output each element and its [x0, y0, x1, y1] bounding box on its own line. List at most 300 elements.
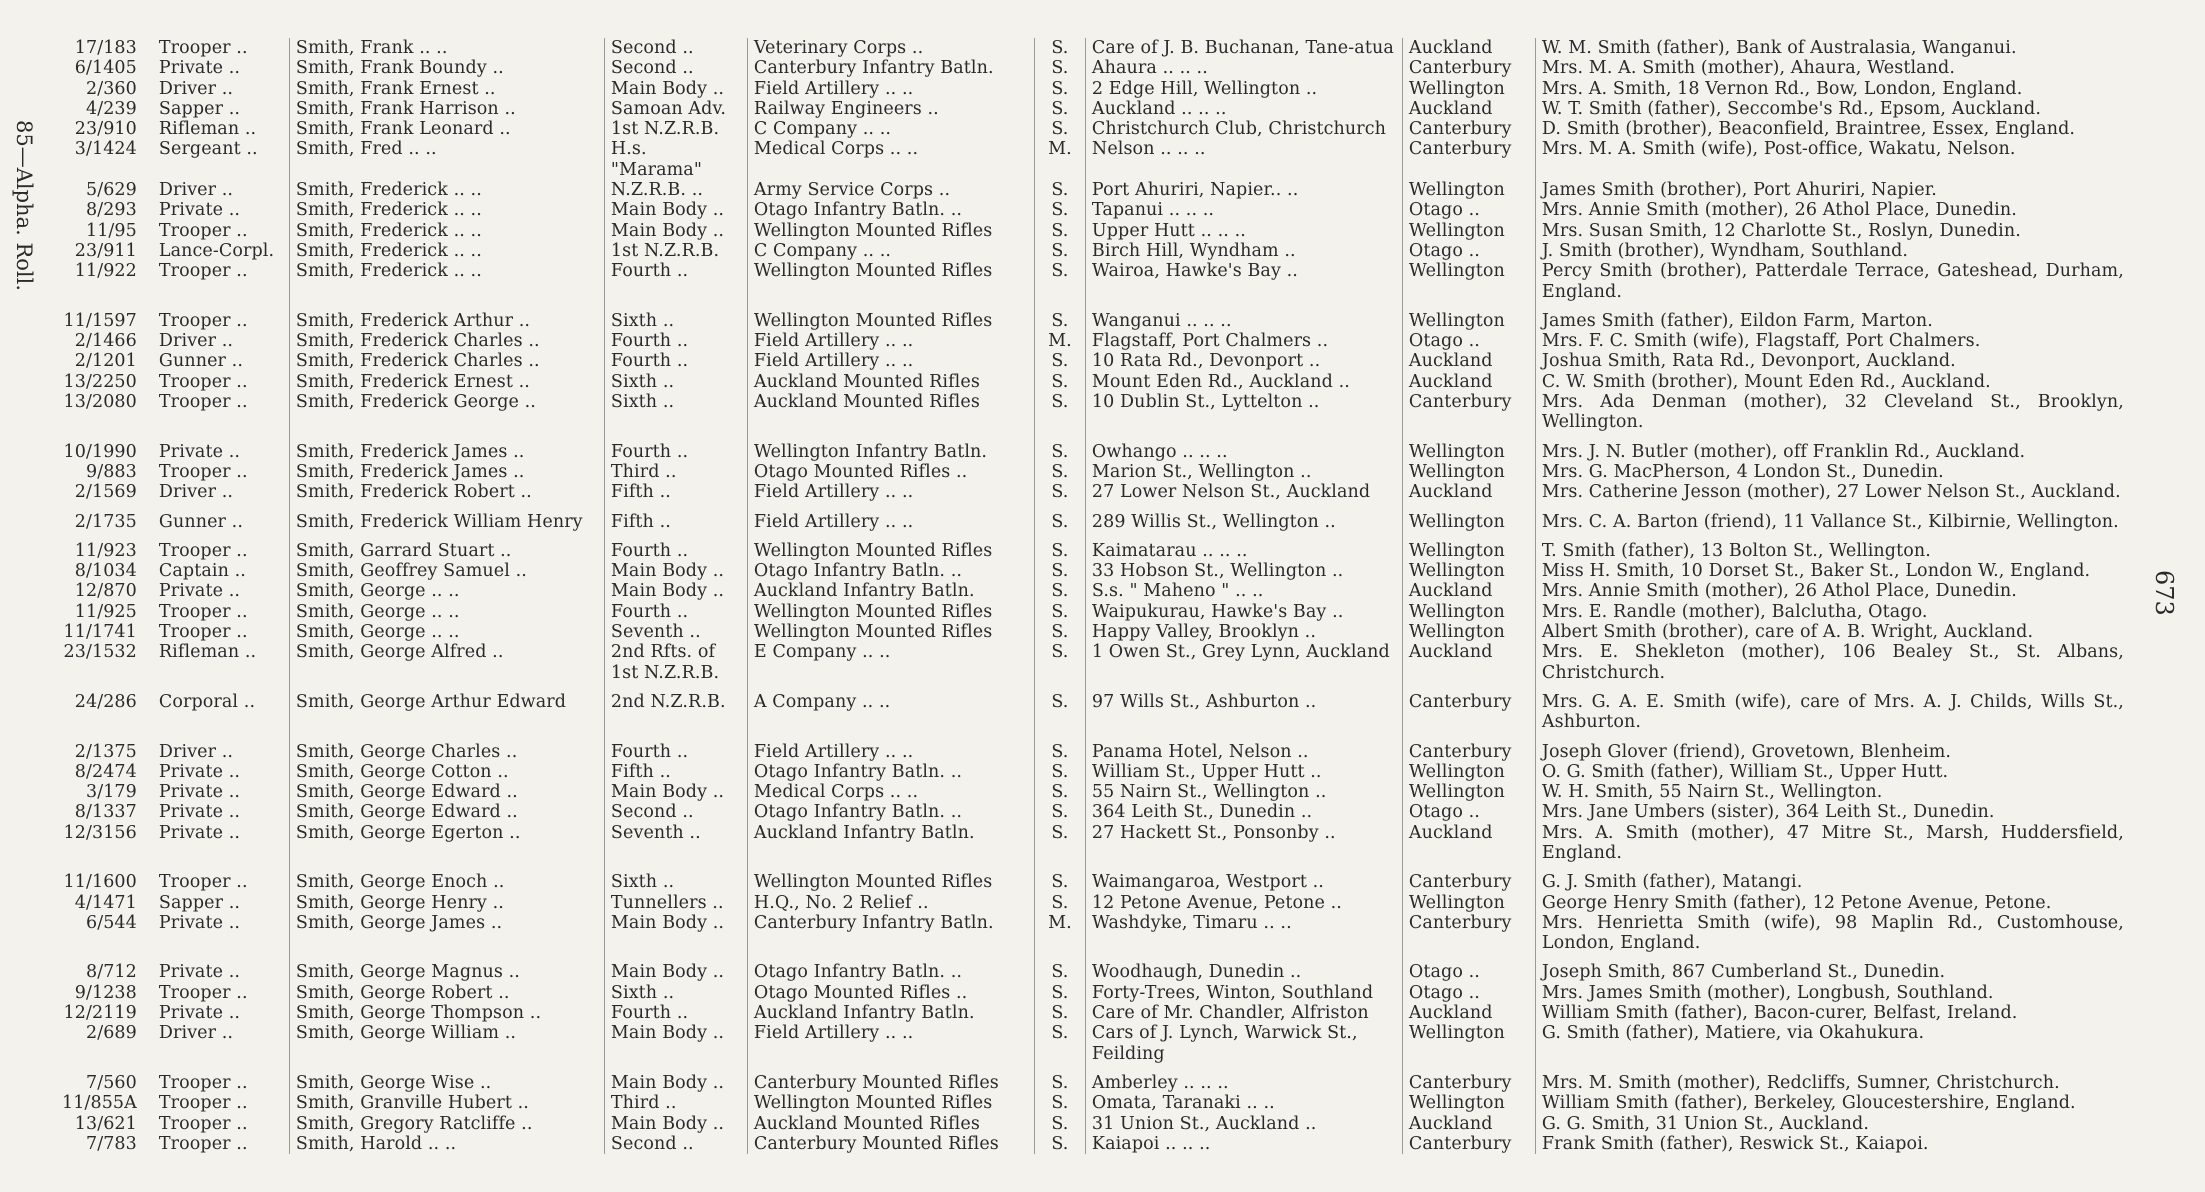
table-row: [56, 462, 2130, 482]
regimental-number-cell: 23/1532: [63, 642, 137, 663]
table-row: [56, 863, 2130, 892]
soldier-name-cell: Smith, Frederick .. ..: [289, 180, 604, 200]
table-row: [56, 351, 2130, 371]
last-address-cell: Wairoa, Hawke's Bay ..: [1085, 261, 1402, 302]
rank-cell: Trooper ..: [153, 532, 290, 561]
unit-cell: Auckland Mounted Rifles: [747, 1114, 1034, 1134]
draft-cell: Fifth ..: [604, 503, 747, 532]
last-address-cell: 289 Willis St., Wellington ..: [1085, 503, 1402, 532]
marital-status-cell: S.: [1034, 433, 1085, 462]
soldier-name-cell: Smith, Frederick Ernest ..: [289, 372, 604, 392]
marital-status-cell: S.: [1034, 863, 1085, 892]
soldier-name-cell: Smith, Frank Ernest ..: [289, 79, 604, 99]
draft-cell: Fourth ..: [604, 1003, 747, 1023]
table-row: [56, 581, 2130, 601]
district-cell: Auckland: [1402, 372, 1535, 392]
last-address-cell: Marion St., Wellington ..: [1085, 462, 1402, 482]
draft-cell: Main Body ..: [604, 561, 747, 581]
rank-cell: Captain ..: [153, 561, 290, 581]
next-of-kin-cell: Joseph Smith, 867 Cumberland St., Dunedin.: [1541, 962, 1946, 983]
district-cell: Canterbury: [1402, 58, 1535, 78]
regimental-number-cell: 7/783: [85, 1133, 137, 1154]
soldier-name-cell: Smith, Frederick Charles ..: [289, 331, 604, 351]
marital-status-cell: S.: [1034, 893, 1085, 913]
draft-cell: Main Body ..: [604, 1064, 747, 1093]
roll-side-label: 85—Alpha. Roll.: [12, 120, 36, 292]
soldier-name-cell: Smith, Frederick Robert ..: [289, 482, 604, 502]
unit-cell: Auckland Mounted Rifles: [747, 392, 1034, 433]
draft-cell: H.s. "Marama": [604, 139, 747, 180]
regimental-number-cell: 6/544: [85, 912, 137, 933]
rank-cell: Trooper ..: [153, 261, 290, 302]
draft-cell: 1st N.Z.R.B.: [604, 119, 747, 139]
table-row: [56, 1114, 2130, 1134]
district-cell: Wellington: [1402, 302, 1535, 331]
rank-cell: Trooper ..: [153, 372, 290, 392]
soldier-name-cell: Smith, George Charles ..: [289, 733, 604, 762]
draft-cell: Second ..: [604, 802, 747, 822]
table-row: [56, 392, 2130, 433]
unit-cell: C Company .. ..: [747, 241, 1034, 261]
district-cell: Auckland: [1402, 38, 1535, 58]
draft-cell: Tunnellers ..: [604, 893, 747, 913]
regimental-number-cell: 3/1424: [74, 139, 137, 160]
next-of-kin-cell: C. W. Smith (brother), Mount Eden Rd., Auckland.: [1541, 371, 1991, 392]
regimental-number-cell: 23/911: [74, 240, 137, 261]
district-cell: Otago ..: [1402, 953, 1535, 982]
last-address-cell: 33 Hobson St., Wellington ..: [1085, 561, 1402, 581]
marital-status-cell: S.: [1034, 983, 1085, 1003]
unit-cell: Field Artillery .. ..: [747, 79, 1034, 99]
page-number: 673: [2150, 570, 2178, 616]
last-address-cell: Flagstaff, Port Chalmers ..: [1085, 331, 1402, 351]
table-row: [56, 1134, 2130, 1154]
soldier-name-cell: Smith, George Wise ..: [289, 1064, 604, 1093]
draft-cell: Fifth ..: [604, 762, 747, 782]
last-address-cell: Amberley .. .. ..: [1085, 1064, 1402, 1093]
district-cell: Wellington: [1402, 893, 1535, 913]
unit-cell: C Company .. ..: [747, 119, 1034, 139]
soldier-name-cell: Smith, George Magnus ..: [289, 953, 604, 982]
next-of-kin-cell: Miss H. Smith, 10 Dorset St., Baker St., London W., England.: [1541, 561, 2091, 582]
draft-cell: Fourth ..: [604, 602, 747, 622]
last-address-cell: Panama Hotel, Nelson ..: [1085, 733, 1402, 762]
district-cell: Auckland: [1402, 482, 1535, 502]
unit-cell: Otago Infantry Batln. ..: [747, 200, 1034, 220]
regimental-number-cell: 12/870: [74, 581, 137, 602]
draft-cell: N.Z.R.B. ..: [604, 180, 747, 200]
soldier-name-cell: Smith, Frederick .. ..: [289, 241, 604, 261]
regimental-number-cell: 4/1471: [74, 892, 137, 913]
regimental-number-cell: 3/179: [85, 782, 137, 803]
draft-cell: Samoan Adv.: [604, 99, 747, 119]
district-cell: Wellington: [1402, 433, 1535, 462]
district-cell: Canterbury: [1402, 1134, 1535, 1154]
rank-cell: Trooper ..: [153, 1134, 290, 1154]
soldier-name-cell: Smith, George Henry ..: [289, 893, 604, 913]
last-address-cell: 12 Petone Avenue, Petone ..: [1085, 893, 1402, 913]
district-cell: Canterbury: [1402, 683, 1535, 733]
regimental-number-cell: 5/629: [85, 180, 137, 201]
table-row: [56, 139, 2130, 180]
rank-cell: Rifleman ..: [153, 642, 290, 683]
regimental-number-cell: 8/2474: [74, 761, 137, 782]
rank-cell: Private ..: [153, 823, 290, 864]
next-of-kin-cell: Joshua Smith, Rata Rd., Devonport, Auckland.: [1541, 351, 1956, 372]
marital-status-cell: M.: [1034, 913, 1085, 954]
regimental-number-cell: 9/1238: [74, 982, 137, 1003]
unit-cell: Auckland Infantry Batln.: [747, 1003, 1034, 1023]
table-row: [56, 802, 2130, 822]
district-cell: Auckland: [1402, 1003, 1535, 1023]
marital-status-cell: S.: [1034, 200, 1085, 220]
unit-cell: E Company .. ..: [747, 642, 1034, 683]
table-row: [56, 983, 2130, 1003]
marital-status-cell: S.: [1034, 392, 1085, 433]
district-cell: Otago ..: [1402, 802, 1535, 822]
rank-cell: Private ..: [153, 782, 290, 802]
rank-cell: Trooper ..: [153, 302, 290, 331]
unit-cell: Otago Infantry Batln. ..: [747, 953, 1034, 982]
district-cell: Wellington: [1402, 782, 1535, 802]
next-of-kin-cell: Mrs. Jane Umbers (sister), 364 Leith St., Dunedin.: [1541, 802, 1995, 823]
table-row: [56, 782, 2130, 802]
unit-cell: Railway Engineers ..: [747, 99, 1034, 119]
draft-cell: Sixth ..: [604, 372, 747, 392]
next-of-kin-cell: J. Smith (brother), Wyndham, Southland.: [1541, 240, 1909, 261]
table-row: [56, 119, 2130, 139]
marital-status-cell: S.: [1034, 58, 1085, 78]
district-cell: Otago ..: [1402, 200, 1535, 220]
district-cell: Otago ..: [1402, 983, 1535, 1003]
regimental-number-cell: 12/2119: [63, 1003, 137, 1024]
unit-cell: Veterinary Corps ..: [747, 38, 1034, 58]
unit-cell: Field Artillery .. ..: [747, 733, 1034, 762]
draft-cell: Fifth ..: [604, 482, 747, 502]
next-of-kin-cell: T. Smith (father), 13 Bolton St., Wellington.: [1541, 540, 1931, 561]
unit-cell: Wellington Mounted Rifles: [747, 602, 1034, 622]
last-address-cell: 97 Wills St., Ashburton ..: [1085, 683, 1402, 733]
marital-status-cell: M.: [1034, 331, 1085, 351]
soldier-name-cell: Smith, George James ..: [289, 913, 604, 954]
last-address-cell: 10 Rata Rd., Devonport ..: [1085, 351, 1402, 371]
draft-cell: Main Body ..: [604, 79, 747, 99]
regimental-number-cell: 11/1600: [63, 872, 137, 893]
marital-status-cell: S.: [1034, 532, 1085, 561]
soldier-name-cell: Smith, Frederick James ..: [289, 433, 604, 462]
regimental-number-cell: 8/712: [85, 962, 137, 983]
unit-cell: Auckland Infantry Batln.: [747, 823, 1034, 864]
marital-status-cell: S.: [1034, 1064, 1085, 1093]
rank-cell: Gunner ..: [153, 503, 290, 532]
table-row: [56, 99, 2130, 119]
table-row: [56, 58, 2130, 78]
soldier-name-cell: Smith, George Robert ..: [289, 983, 604, 1003]
soldier-name-cell: Smith, George Edward ..: [289, 802, 604, 822]
draft-cell: Third ..: [604, 1093, 747, 1113]
rank-cell: Sergeant ..: [153, 139, 290, 180]
marital-status-cell: S.: [1034, 79, 1085, 99]
rank-cell: Driver ..: [153, 1023, 290, 1064]
regimental-number-cell: 2/1735: [74, 511, 137, 532]
draft-cell: Sixth ..: [604, 392, 747, 433]
draft-cell: Sixth ..: [604, 983, 747, 1003]
draft-cell: Seventh ..: [604, 823, 747, 864]
next-of-kin-cell: Mrs. M. A. Smith (mother), Ahaura, Westland.: [1541, 58, 1956, 79]
draft-cell: Second ..: [604, 38, 747, 58]
rank-cell: Trooper ..: [153, 983, 290, 1003]
marital-status-cell: S.: [1034, 180, 1085, 200]
next-of-kin-cell: Mrs. E. Shekleton (mother), 106 Bealey St., St. Albans, Christchurch.: [1541, 642, 2124, 683]
next-of-kin-cell: G. Smith (father), Matiere, via Okahukura.: [1541, 1023, 1925, 1044]
district-cell: Otago ..: [1402, 331, 1535, 351]
district-cell: Wellington: [1402, 1023, 1535, 1064]
rank-cell: Private ..: [153, 433, 290, 462]
marital-status-cell: S.: [1034, 602, 1085, 622]
regimental-number-cell: 11/1741: [63, 622, 137, 643]
unit-cell: Otago Mounted Rifles ..: [747, 983, 1034, 1003]
table-row: [56, 1023, 2130, 1064]
marital-status-cell: S.: [1034, 503, 1085, 532]
rank-cell: Private ..: [153, 200, 290, 220]
last-address-cell: Waipukurau, Hawke's Bay ..: [1085, 602, 1402, 622]
rank-cell: Driver ..: [153, 733, 290, 762]
unit-cell: Auckland Infantry Batln.: [747, 581, 1034, 601]
last-address-cell: Kaiapoi .. .. ..: [1085, 1134, 1402, 1154]
marital-status-cell: S.: [1034, 221, 1085, 241]
next-of-kin-cell: Joseph Glover (friend), Grovetown, Blenheim.: [1541, 741, 1952, 762]
table-row: [56, 372, 2130, 392]
table-row: [56, 733, 2130, 762]
unit-cell: Otago Infantry Batln. ..: [747, 802, 1034, 822]
next-of-kin-cell: Frank Smith (father), Reswick St., Kaiapoi.: [1541, 1133, 1929, 1154]
last-address-cell: Auckland .. .. ..: [1085, 99, 1402, 119]
next-of-kin-cell: Mrs. F. C. Smith (wife), Flagstaff, Port Chalmers.: [1541, 331, 1981, 352]
next-of-kin-cell: Mrs. A. Smith, 18 Vernon Rd., Bow, London, England.: [1541, 78, 2023, 99]
rank-cell: Trooper ..: [153, 38, 290, 58]
unit-cell: Otago Infantry Batln. ..: [747, 561, 1034, 581]
table-row: [56, 532, 2130, 561]
unit-cell: Medical Corps .. ..: [747, 782, 1034, 802]
last-address-cell: Kaimatarau .. .. ..: [1085, 532, 1402, 561]
regimental-number-cell: 4/239: [85, 98, 137, 119]
next-of-kin-cell: Mrs. M. Smith (mother), Redcliffs, Sumner, Christchurch.: [1541, 1072, 2060, 1093]
next-of-kin-cell: G. G. Smith, 31 Union St., Auckland.: [1541, 1113, 1869, 1134]
rank-cell: Trooper ..: [153, 622, 290, 642]
table-row: [56, 642, 2130, 683]
soldier-name-cell: Smith, Frederick .. ..: [289, 221, 604, 241]
marital-status-cell: S.: [1034, 802, 1085, 822]
draft-cell: Main Body ..: [604, 913, 747, 954]
draft-cell: Fourth ..: [604, 351, 747, 371]
unit-cell: Otago Mounted Rifles ..: [747, 462, 1034, 482]
rank-cell: Trooper ..: [153, 392, 290, 433]
unit-cell: Medical Corps .. ..: [747, 139, 1034, 180]
last-address-cell: Port Ahuriri, Napier.. ..: [1085, 180, 1402, 200]
rank-cell: Private ..: [153, 581, 290, 601]
draft-cell: Third ..: [604, 462, 747, 482]
soldier-name-cell: Smith, Frederick Charles ..: [289, 351, 604, 371]
table-row: [56, 823, 2130, 864]
draft-cell: Main Body ..: [604, 221, 747, 241]
draft-cell: 2nd Rfts. of 1st N.Z.R.B.: [604, 642, 747, 683]
district-cell: Canterbury: [1402, 863, 1535, 892]
nominal-roll-table: [56, 38, 2130, 1154]
regimental-number-cell: 9/883: [85, 461, 137, 482]
unit-cell: Wellington Mounted Rifles: [747, 532, 1034, 561]
draft-cell: Main Body ..: [604, 1114, 747, 1134]
soldier-name-cell: Smith, George William ..: [289, 1023, 604, 1064]
district-cell: Wellington: [1402, 503, 1535, 532]
marital-status-cell: S.: [1034, 953, 1085, 982]
marital-status-cell: S.: [1034, 261, 1085, 302]
unit-cell: Wellington Mounted Rifles: [747, 1093, 1034, 1113]
last-address-cell: Waimangaroa, Westport ..: [1085, 863, 1402, 892]
regimental-number-cell: 2/1569: [74, 482, 137, 503]
last-address-cell: 31 Union St., Auckland ..: [1085, 1114, 1402, 1134]
last-address-cell: 364 Leith St., Dunedin ..: [1085, 802, 1402, 822]
draft-cell: Main Body ..: [604, 953, 747, 982]
table-row: [56, 622, 2130, 642]
rank-cell: Driver ..: [153, 180, 290, 200]
draft-cell: Second ..: [604, 58, 747, 78]
district-cell: Auckland: [1402, 823, 1535, 864]
next-of-kin-cell: Mrs. Susan Smith, 12 Charlotte St., Roslyn, Dunedin.: [1541, 220, 2021, 241]
marital-status-cell: S.: [1034, 733, 1085, 762]
district-cell: Auckland: [1402, 1114, 1535, 1134]
rank-cell: Lance-Corpl.: [153, 241, 290, 261]
rank-cell: Corporal ..: [153, 683, 290, 733]
last-address-cell: Care of J. B. Buchanan, Tane-atua: [1085, 38, 1402, 58]
next-of-kin-cell: Mrs. Annie Smith (mother), 26 Athol Place, Dunedin.: [1541, 581, 2017, 602]
last-address-cell: Upper Hutt .. .. ..: [1085, 221, 1402, 241]
marital-status-cell: S.: [1034, 1114, 1085, 1134]
next-of-kin-cell: Mrs. Catherine Jesson (mother), 27 Lower Nelson St., Auckland.: [1541, 482, 2121, 503]
rank-cell: Private ..: [153, 58, 290, 78]
regimental-number-cell: 6/1405: [74, 58, 137, 79]
draft-cell: Sixth ..: [604, 863, 747, 892]
unit-cell: Wellington Mounted Rifles: [747, 302, 1034, 331]
table-row: [56, 180, 2130, 200]
next-of-kin-cell: William Smith (father), Berkeley, Gloucestershire, England.: [1541, 1093, 2076, 1114]
unit-cell: Wellington Mounted Rifles: [747, 863, 1034, 892]
unit-cell: Canterbury Mounted Rifles: [747, 1064, 1034, 1093]
next-of-kin-cell: William Smith (father), Bacon-curer, Belfast, Ireland.: [1541, 1003, 2018, 1024]
draft-cell: Seventh ..: [604, 622, 747, 642]
marital-status-cell: S.: [1034, 372, 1085, 392]
table-row: [56, 261, 2130, 302]
table-row: [56, 482, 2130, 502]
table-row: [56, 1064, 2130, 1093]
marital-status-cell: S.: [1034, 1023, 1085, 1064]
last-address-cell: Omata, Taranaki .. ..: [1085, 1093, 1402, 1113]
soldier-name-cell: Smith, George Thompson ..: [289, 1003, 604, 1023]
soldier-name-cell: Smith, George Arthur Edward: [289, 683, 604, 733]
rank-cell: Trooper ..: [153, 863, 290, 892]
last-address-cell: Nelson .. .. ..: [1085, 139, 1402, 180]
soldier-name-cell: Smith, Fred .. ..: [289, 139, 604, 180]
last-address-cell: Washdyke, Timaru .. ..: [1085, 913, 1402, 954]
district-cell: Wellington: [1402, 180, 1535, 200]
regimental-number-cell: 8/1034: [74, 561, 137, 582]
rank-cell: Trooper ..: [153, 602, 290, 622]
next-of-kin-cell: G. J. Smith (father), Matangi.: [1541, 872, 1803, 893]
marital-status-cell: S.: [1034, 762, 1085, 782]
unit-cell: A Company .. ..: [747, 683, 1034, 733]
regimental-number-cell: 11/95: [85, 220, 137, 241]
table-row: [56, 221, 2130, 241]
table-row: [56, 433, 2130, 462]
soldier-name-cell: Smith, Frederick James ..: [289, 462, 604, 482]
table-row: [56, 602, 2130, 622]
last-address-cell: William St., Upper Hutt ..: [1085, 762, 1402, 782]
marital-status-cell: S.: [1034, 482, 1085, 502]
soldier-name-cell: Smith, Frederick Arthur ..: [289, 302, 604, 331]
soldier-name-cell: Smith, George Edward ..: [289, 782, 604, 802]
table-row: [56, 302, 2130, 331]
marital-status-cell: S.: [1034, 1134, 1085, 1154]
soldier-name-cell: Smith, George .. ..: [289, 602, 604, 622]
marital-status-cell: S.: [1034, 782, 1085, 802]
last-address-cell: Cars of J. Lynch, Warwick St., Feilding: [1085, 1023, 1402, 1064]
marital-status-cell: S.: [1034, 622, 1085, 642]
soldier-name-cell: Smith, Gregory Ratcliffe ..: [289, 1114, 604, 1134]
regimental-number-cell: 10/1990: [63, 441, 137, 462]
rank-cell: Private ..: [153, 913, 290, 954]
unit-cell: Wellington Mounted Rifles: [747, 622, 1034, 642]
regimental-number-cell: 13/621: [74, 1113, 137, 1134]
next-of-kin-cell: W. T. Smith (father), Seccombe's Rd., Epsom, Auckland.: [1541, 98, 2041, 119]
rank-cell: Sapper ..: [153, 99, 290, 119]
table-row: [56, 893, 2130, 913]
last-address-cell: Care of Mr. Chandler, Alfriston: [1085, 1003, 1402, 1023]
table-row: [56, 913, 2130, 954]
marital-status-cell: S.: [1034, 241, 1085, 261]
rank-cell: Private ..: [153, 802, 290, 822]
draft-cell: Second ..: [604, 1134, 747, 1154]
soldier-name-cell: Smith, Geoffrey Samuel ..: [289, 561, 604, 581]
last-address-cell: 27 Hackett St., Ponsonby ..: [1085, 823, 1402, 864]
soldier-name-cell: Smith, Garrard Stuart ..: [289, 532, 604, 561]
regimental-number-cell: 2/689: [85, 1023, 137, 1044]
district-cell: Canterbury: [1402, 913, 1535, 954]
district-cell: Canterbury: [1402, 1064, 1535, 1093]
next-of-kin-cell: Mrs. G. A. E. Smith (wife), care of Mrs. A. J. Childs, Wills St., Ashburton.: [1541, 691, 2124, 733]
next-of-kin-cell: O. G. Smith (father), William St., Upper Hutt.: [1541, 761, 1949, 782]
regimental-number-cell: 7/560: [85, 1072, 137, 1093]
district-cell: Wellington: [1402, 79, 1535, 99]
rank-cell: Private ..: [153, 1003, 290, 1023]
soldier-name-cell: Smith, George .. ..: [289, 622, 604, 642]
table-row: [56, 953, 2130, 982]
marital-status-cell: M.: [1034, 139, 1085, 180]
unit-cell: Wellington Mounted Rifles: [747, 221, 1034, 241]
district-cell: Canterbury: [1402, 392, 1535, 433]
regimental-number-cell: 11/855A: [62, 1093, 137, 1114]
regimental-number-cell: 2/1466: [74, 331, 137, 352]
district-cell: Canterbury: [1402, 733, 1535, 762]
table-row: [56, 503, 2130, 532]
soldier-name-cell: Smith, Frederick George ..: [289, 392, 604, 433]
unit-cell: H.Q., No. 2 Relief ..: [747, 893, 1034, 913]
marital-status-cell: S.: [1034, 351, 1085, 371]
unit-cell: Field Artillery .. ..: [747, 351, 1034, 371]
next-of-kin-cell: Mrs. E. Randle (mother), Balclutha, Otago.: [1541, 601, 1928, 622]
soldier-name-cell: Smith, Frank Leonard ..: [289, 119, 604, 139]
draft-cell: Fourth ..: [604, 261, 747, 302]
district-cell: Otago ..: [1402, 241, 1535, 261]
regimental-number-cell: 13/2080: [63, 392, 137, 413]
